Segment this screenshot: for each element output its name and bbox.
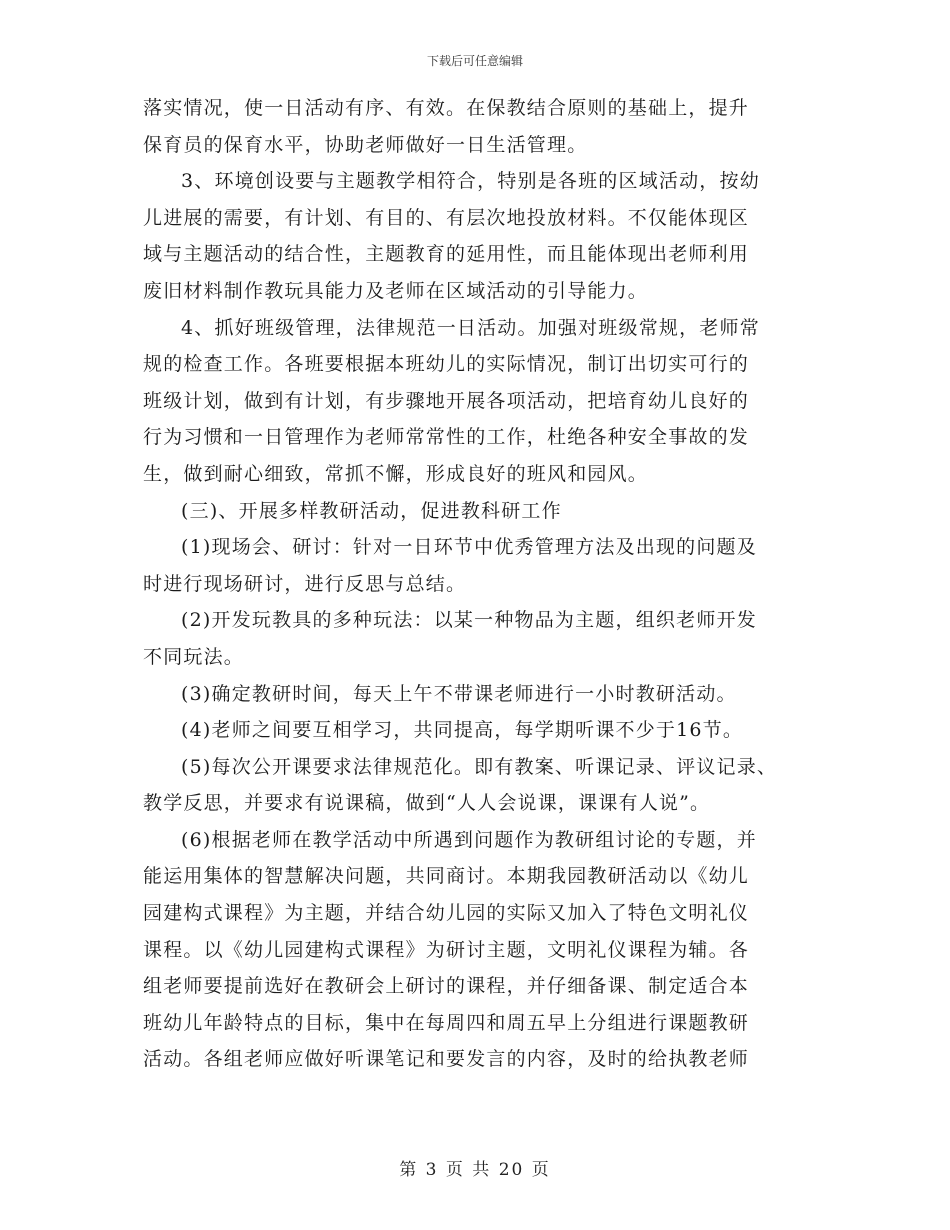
text-line: (1)现场会、研讨：针对一日环节中优秀管理方法及出现的问题及 xyxy=(181,536,757,559)
text-line: 班幼儿年龄特点的目标，集中在每周四和周五早上分组进行课题教研 xyxy=(143,1011,750,1034)
text-line: 域与主题活动的结合性，主题教育的延用性，而且能体现出老师利用 xyxy=(143,243,750,266)
text-line: 不同玩法。 xyxy=(143,645,245,668)
text-line: 园建构式课程》为主题，并结合幼儿园的实际又加入了特色文明礼仪 xyxy=(143,902,750,925)
text-line: 行为习惯和一日管理作为老师常常性的工作，杜绝各种安全事故的发 xyxy=(143,426,750,449)
text-line: (4)老师之间要互相学习，共同提高，每学期听课不少于16节。 xyxy=(181,719,744,742)
text-line: 保育员的保育水平，协助老师做好一日生活管理。 xyxy=(143,133,588,156)
text-line: (6)根据老师在教学活动中所遇到问题作为教研组讨论的专题，并 xyxy=(181,828,757,851)
text-line: 班级计划，做到有计划，有步骤地开展各项活动，把培育幼儿良好的 xyxy=(143,389,750,412)
text-line: 教学反思，并要求有说课稿，做到“人人会说课，课课有人说”。 xyxy=(143,792,711,815)
text-line: 活动。各组老师应做好听课笔记和要发言的内容，及时的给执教老师 xyxy=(143,1048,750,1071)
text-line: 时进行现场研讨，进行反思与总结。 xyxy=(143,572,467,595)
page-footer: 第 3 页 共 20 页 xyxy=(399,1160,551,1180)
text-line: 3、环境创设要与主题教学相符合，特别是各班的区域活动，按幼 xyxy=(181,170,760,193)
text-line: (2)开发玩教具的多种玩法：以某一种物品为主题，组织老师开发 xyxy=(181,609,757,632)
text-line: 课程。以《幼儿园建构式课程》为研讨主题，文明礼仪课程为辅。各 xyxy=(143,938,750,961)
text-line: (三)、开展多样教研活动，促进教科研工作 xyxy=(181,499,562,522)
text-line: 能运用集体的智慧解决问题，共同商讨。本期我园教研活动以《幼儿 xyxy=(143,865,750,888)
page-header: 下载后可任意编辑 xyxy=(426,54,523,68)
text-line: 落实情况，使一日活动有序、有效。在保教结合原则的基础上，提升 xyxy=(143,97,750,119)
text-line: 组老师要提前选好在教研会上研讨的课程，并仔细备课、制定适合本 xyxy=(143,975,750,998)
text-line: 儿进展的需要，有计划、有目的、有层次地投放材料。不仅能体现区 xyxy=(143,206,750,229)
text-line: (3)确定教研时间，每天上午不带课老师进行一小时教研活动。 xyxy=(181,682,737,705)
text-line: 生，做到耐心细致，常抓不懈，形成良好的班风和园风。 xyxy=(143,462,649,485)
text-line: (5)每次公开课要求法律规范化。即有教案、听课记录、评议记录、 xyxy=(181,755,778,778)
text-line: 废旧材料制作教玩具能力及老师在区域活动的引导能力。 xyxy=(143,279,649,302)
text-line: 4、抓好班级管理，法律规范一日活动。加强对班级常规，老师常 xyxy=(181,316,760,339)
document-body xyxy=(143,90,811,1078)
text-line: 规的检查工作。各班要根据本班幼儿的实际情况，制订出切实可行的 xyxy=(143,353,750,376)
